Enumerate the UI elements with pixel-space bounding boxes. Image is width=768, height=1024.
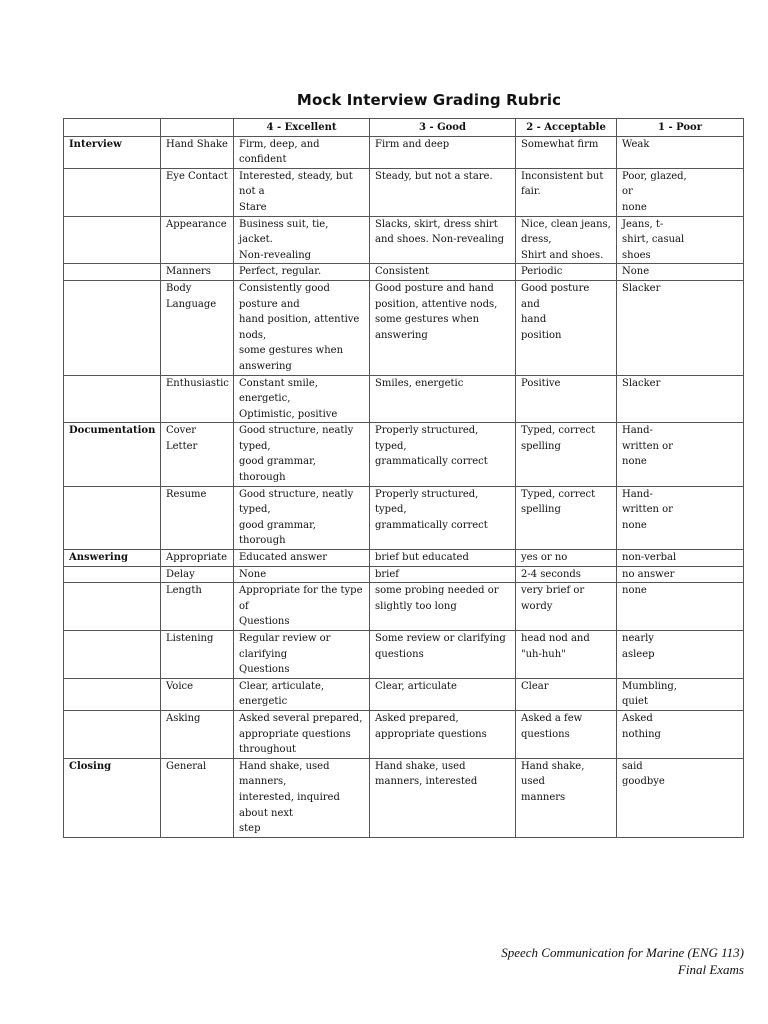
row-section: Interview [64,136,161,168]
row-section [64,566,161,583]
row-section: Answering [64,550,161,567]
cell-good: Properly structured, typed, grammatically correct [370,423,516,486]
cell-excellent: Asked several prepared, appropriate questions throughout [234,710,370,758]
row-section [64,631,161,679]
row-criterion: Manners [161,264,234,281]
cell-excellent: Good structure, neatly typed, good grammar, thorough [234,486,370,549]
page-title: Mock Interview Grading Rubric [296,91,562,109]
table-row [64,168,744,216]
cell-acceptable: Typed, correct spelling [516,423,617,486]
table-row [64,136,744,168]
cell-poor: Jeans, t- shirt, casual shoes [617,216,744,264]
table-row [64,710,744,758]
row-criterion: Enthusiastic [161,375,234,423]
header-section [64,119,161,137]
row-criterion: Body Language [161,280,234,375]
cell-poor: None [617,264,744,281]
rubric-table [63,118,744,838]
cell-acceptable: Hand shake, used manners [516,758,617,837]
cell-poor: Slacker [617,375,744,423]
cell-poor: none [617,583,744,631]
row-section [64,678,161,710]
table-row [64,758,744,837]
cell-good: brief but educated [370,550,516,567]
cell-acceptable: Periodic [516,264,617,281]
header-acceptable: 2 - Acceptable [516,119,617,137]
cell-poor: Mumbling, quiet [617,678,744,710]
cell-acceptable: 2-4 seconds [516,566,617,583]
table-row [64,566,744,583]
cell-good: Firm and deep [370,136,516,168]
row-criterion: Appearance [161,216,234,264]
cell-good: Smiles, energetic [370,375,516,423]
cell-good: Slacks, skirt, dress shirt and shoes. Non-revealing [370,216,516,264]
cell-poor: Hand- written or none [617,423,744,486]
row-criterion: Length [161,583,234,631]
cell-excellent: Firm, deep, and confident [234,136,370,168]
cell-excellent: Regular review or clarifying Questions [234,631,370,679]
cell-poor: Asked nothing [617,710,744,758]
cell-excellent: Constant smile, energetic, Optimistic, positive [234,375,370,423]
header-criterion [161,119,234,137]
cell-good: some probing needed or slightly too long [370,583,516,631]
cell-poor: Poor, glazed, or none [617,168,744,216]
table-row [64,375,744,423]
cell-good: Clear, articulate [370,678,516,710]
row-section [64,168,161,216]
table-row [64,550,744,567]
row-section: Closing [64,758,161,837]
table-row [64,583,744,631]
table-row [64,423,744,486]
row-criterion: Voice [161,678,234,710]
cell-excellent: Good structure, neatly typed, good grammar, thorough [234,423,370,486]
cell-good: Properly structured, typed, grammatically correct [370,486,516,549]
row-criterion: Resume [161,486,234,549]
row-section [64,486,161,549]
cell-acceptable: Typed, correct spelling [516,486,617,549]
cell-acceptable: Asked a few questions [516,710,617,758]
cell-acceptable: very brief or wordy [516,583,617,631]
cell-acceptable: yes or no [516,550,617,567]
table-row [64,280,744,375]
row-criterion: Cover Letter [161,423,234,486]
cell-acceptable: Nice, clean jeans, dress, Shirt and shoes. [516,216,617,264]
row-criterion: Listening [161,631,234,679]
cell-acceptable: Positive [516,375,617,423]
cell-good: Some review or clarifying questions [370,631,516,679]
cell-good: brief [370,566,516,583]
cell-excellent: Interested, steady, but not a Stare [234,168,370,216]
row-criterion: Hand Shake [161,136,234,168]
table-row [64,678,744,710]
row-section [64,710,161,758]
cell-poor: Hand- written or none [617,486,744,549]
table-row [64,264,744,281]
table-header-row [64,119,744,137]
table-row [64,486,744,549]
cell-acceptable: Inconsistent but fair. [516,168,617,216]
cell-good: Hand shake, used manners, interested [370,758,516,837]
row-section [64,216,161,264]
header-good: 3 - Good [370,119,516,137]
row-section: Documentation [64,423,161,486]
cell-good: Good posture and hand position, attentive nods, some gestures when answering [370,280,516,375]
footer-course: Speech Communication for Marine (ENG 113) [501,945,744,960]
cell-good: Asked prepared, appropriate questions [370,710,516,758]
cell-excellent: Clear, articulate, energetic [234,678,370,710]
row-criterion: Asking [161,710,234,758]
cell-acceptable: Good posture and hand position [516,280,617,375]
cell-excellent: Appropriate for the type of Questions [234,583,370,631]
row-criterion: Delay [161,566,234,583]
cell-good: Consistent [370,264,516,281]
cell-poor: non-verbal [617,550,744,567]
cell-poor: no answer [617,566,744,583]
row-criterion: General [161,758,234,837]
cell-excellent: Business suit, tie, jacket. Non-revealing [234,216,370,264]
cell-acceptable: Clear [516,678,617,710]
row-criterion: Appropriate [161,550,234,567]
cell-excellent: Hand shake, used manners, interested, inquired about next step [234,758,370,837]
row-section [64,583,161,631]
header-poor: 1 - Poor [617,119,744,137]
row-section [64,280,161,375]
cell-acceptable: head nod and "uh-huh" [516,631,617,679]
cell-excellent: None [234,566,370,583]
cell-excellent: Educated answer [234,550,370,567]
cell-acceptable: Somewhat firm [516,136,617,168]
row-section [64,375,161,423]
cell-good: Steady, but not a stare. [370,168,516,216]
rubric-body [64,136,744,837]
table-row [64,216,744,264]
page-footer [501,944,744,978]
row-criterion: Eye Contact [161,168,234,216]
row-section [64,264,161,281]
cell-poor: Slacker [617,280,744,375]
cell-excellent: Consistently good posture and hand position, attentive nods, some gestures when answering [234,280,370,375]
cell-poor: nearly asleep [617,631,744,679]
cell-poor: Weak [617,136,744,168]
footer-exam: Final Exams [677,962,744,977]
cell-excellent: Perfect, regular. [234,264,370,281]
table-row [64,631,744,679]
header-excellent: 4 - Excellent [234,119,370,137]
cell-poor: said goodbye [617,758,744,837]
